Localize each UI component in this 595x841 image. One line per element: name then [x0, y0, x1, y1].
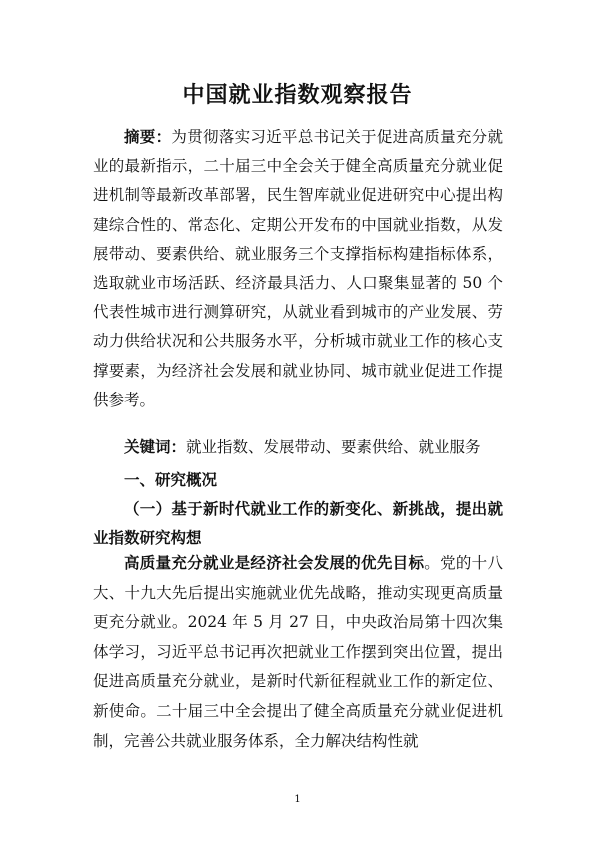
abstract-paragraph — [93, 122, 503, 415]
paragraph-text: 。党的十八大、十九大先后提出实施就业优先战略，推动实现更高质量更充分就业。2024 年 5 月 27 日，中央政治局第十四次集体学习，习近平总书记再次把就业工作摆到突出位置，提出促进高质量充分就业，是新时代新征程就业工作的新定位、新使命。二十届三中全会提出了健全高质量充分就业促进机制，完善公共就业服务体系，全力解决结构性就 — [93, 554, 503, 750]
abstract-label: 摘要： — [124, 127, 172, 146]
body-paragraph — [93, 548, 503, 756]
keywords-text: 就业指数、发展带动、要素供给、就业服务 — [186, 438, 481, 456]
abstract-text: 为贯彻落实习近平总书记关于促进高质量充分就业的最新指示，二十届三中全会关于健全高质量充分就业促进机制等最新改革部署，民生智库就业促进研究中心提出构建综合性的、常态化、定期公开发布的中国就业指数，从发展带动、要素供给、就业服务三个支撑指标构建指标体系，选取就业市场活跃、经济最具活力、人口聚集显著的 50 个代表性城市进行测算研究，从就业看到城市的产业发展、劳动力供给状况和公共服务水平，分析城市就业工作的核心支撑要素，为经济社会发展和就业协同、城市就业促进工作提供参考。 — [93, 128, 503, 409]
subsection-heading: （一）基于新时代就业工作的新变化、新挑战，提出就业指数研究构想 — [93, 499, 503, 547]
keywords-paragraph — [93, 432, 503, 462]
section-heading: 一、研究概况 — [124, 470, 218, 489]
paragraph-lead: 高质量充分就业是经济社会发展的优先目标 — [124, 553, 425, 572]
page-number: 1 — [294, 794, 301, 805]
document-title: 中国就业指数观察报告 — [182, 82, 413, 108]
keywords-label: 关键词： — [124, 437, 187, 456]
